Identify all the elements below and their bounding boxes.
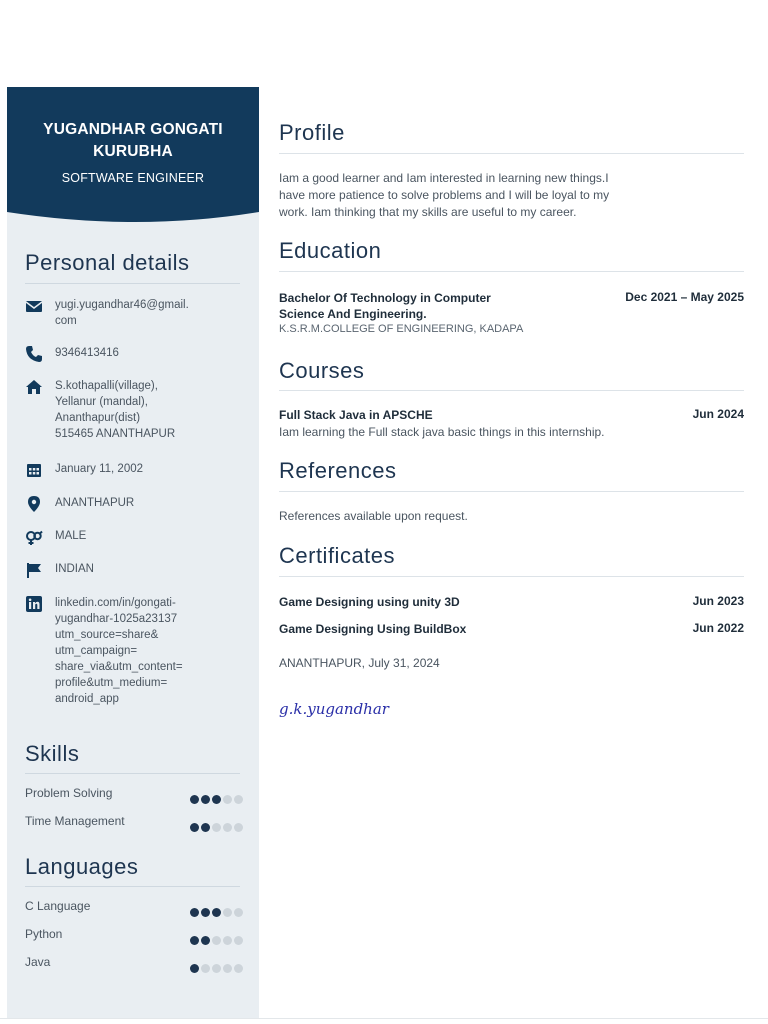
rating-dot-filled <box>190 823 199 832</box>
name-line-2: KURUBHA <box>93 143 173 160</box>
skills-heading: Skills <box>25 741 80 766</box>
references-heading: References <box>279 458 397 483</box>
profile-line-3: work. Iam thinking that my skills are useful to my career. <box>279 205 577 219</box>
courses-heading: Courses <box>279 358 365 383</box>
profile-line-1: Iam a good learner and Iam interested in learning new things.I <box>279 171 609 185</box>
divider <box>25 283 240 284</box>
sidebar <box>7 87 259 1018</box>
divider <box>279 153 744 154</box>
linkedin-line-2: yugandhar-1025a23137 <box>55 613 178 625</box>
education-heading: Education <box>279 238 382 263</box>
rating-dot-empty <box>223 823 232 832</box>
degree-line-1: Bachelor Of Technology in Computer <box>279 291 491 305</box>
address-line-1: S.kothapalli(village), <box>55 380 158 392</box>
skill-row <box>25 814 245 830</box>
rating-dot-empty <box>212 823 221 832</box>
language-label: Python <box>25 927 63 941</box>
certificate-date: Jun 2023 <box>692 594 744 608</box>
education-school: K.S.R.M.COLLEGE OF ENGINEERING, KADAPA <box>279 323 524 335</box>
language-level-dots <box>188 902 243 921</box>
name-header <box>7 87 259 232</box>
linkedin-line-7: android_app <box>55 693 119 705</box>
profile-line-2: have more patience to solve problems and I will be loyal to my <box>279 188 610 202</box>
language-level-dots <box>188 958 243 977</box>
rating-dot-empty <box>223 795 232 804</box>
gender-value: MALE <box>55 530 87 542</box>
divider <box>25 773 240 774</box>
envelope-icon <box>25 297 43 315</box>
course-description: Iam learning the Full stack java basic things in this internship. <box>279 425 605 439</box>
rating-dot-empty <box>201 964 210 973</box>
place-value: ANANTHAPUR <box>55 497 135 509</box>
flag-icon <box>25 561 43 579</box>
rating-dot-empty <box>212 936 221 945</box>
languages-heading: Languages <box>25 854 139 879</box>
divider <box>279 390 744 391</box>
profile-text <box>279 170 729 221</box>
divider <box>25 886 240 887</box>
language-row <box>25 899 245 915</box>
nationality-value: INDIAN <box>55 563 94 575</box>
job-title: SOFTWARE ENGINEER <box>61 171 205 185</box>
linkedin-line-5: share_via&utm_content= <box>55 661 183 673</box>
address-value <box>55 378 245 442</box>
certificate-date: Jun 2022 <box>692 621 744 635</box>
rating-dot-filled <box>201 908 210 917</box>
phone-icon <box>25 345 43 363</box>
certificate-title: Game Designing Using BuildBox <box>279 622 467 636</box>
full-name <box>7 119 259 163</box>
divider <box>279 271 744 272</box>
personal-details-heading: Personal details <box>25 250 190 275</box>
rating-dot-empty <box>223 908 232 917</box>
education-date: Dec 2021 – May 2025 <box>625 290 744 304</box>
certificates-heading: Certificates <box>279 543 396 568</box>
gender-icon <box>25 528 43 546</box>
certificate-title: Game Designing using unity 3D <box>279 595 460 609</box>
rating-dot-empty <box>223 936 232 945</box>
rating-dot-filled <box>190 795 199 804</box>
course-title: Full Stack Java in APSCHE <box>279 408 433 422</box>
rating-dot-filled <box>190 964 199 973</box>
linkedin-line-1: linkedin.com/in/gongati- <box>55 597 176 609</box>
language-label: Java <box>25 955 51 969</box>
rating-dot-empty <box>234 823 243 832</box>
email-line-2: com <box>55 315 77 327</box>
rating-dot-filled <box>201 795 210 804</box>
education-degree <box>279 290 491 322</box>
map-pin-icon <box>25 495 43 513</box>
language-row <box>25 955 245 971</box>
course-date: Jun 2024 <box>692 407 744 421</box>
language-level-dots <box>188 930 243 949</box>
rating-dot-filled <box>201 823 210 832</box>
address-line-3: Ananthapur(dist) <box>55 412 141 424</box>
linkedin-line-4: utm_campaign= <box>55 645 138 657</box>
degree-line-2: Science And Engineering. <box>279 307 427 321</box>
rating-dot-filled <box>190 908 199 917</box>
signature: g.k.yugandhar <box>279 700 389 718</box>
rating-dot-empty <box>234 908 243 917</box>
rating-dot-empty <box>234 964 243 973</box>
email-line-1: yugi.yugandhar46@gmail. <box>55 299 189 311</box>
references-text: References available upon request. <box>279 509 468 523</box>
email-value[interactable] <box>55 297 245 329</box>
rating-dot-filled <box>212 795 221 804</box>
main-content <box>279 0 744 1024</box>
divider <box>279 491 744 492</box>
phone-value[interactable]: 9346413416 <box>55 347 119 359</box>
skill-level-dots <box>188 817 243 836</box>
rating-dot-filled <box>201 936 210 945</box>
linkedin-value[interactable] <box>55 595 245 707</box>
skill-row <box>25 786 245 802</box>
page-bottom-edge <box>0 1018 768 1019</box>
linkedin-line-6: profile&utm_medium= <box>55 677 168 689</box>
linkedin-line-3: utm_source=share& <box>55 629 159 641</box>
skill-label: Problem Solving <box>25 786 113 800</box>
profile-heading: Profile <box>279 120 345 145</box>
rating-dot-empty <box>234 795 243 804</box>
skill-label: Time Management <box>25 814 125 828</box>
rating-dot-empty <box>212 964 221 973</box>
address-line-2: Yellanur (mandal), <box>55 396 148 408</box>
divider <box>279 576 744 577</box>
name-line-1: YUGANDHAR GONGATI <box>43 121 223 138</box>
language-label: C Language <box>25 899 91 913</box>
dob-value: January 11, 2002 <box>55 463 144 475</box>
rating-dot-filled <box>212 908 221 917</box>
address-line-4: 515465 ANANTHAPUR <box>55 428 176 440</box>
calendar-icon <box>25 461 43 479</box>
linkedin-icon <box>25 595 43 613</box>
language-row <box>25 927 245 943</box>
rating-dot-empty <box>223 964 232 973</box>
home-icon <box>25 378 43 396</box>
place-date: ANANTHAPUR, July 31, 2024 <box>279 656 440 670</box>
skill-level-dots <box>188 789 243 808</box>
rating-dot-filled <box>190 936 199 945</box>
rating-dot-empty <box>234 936 243 945</box>
